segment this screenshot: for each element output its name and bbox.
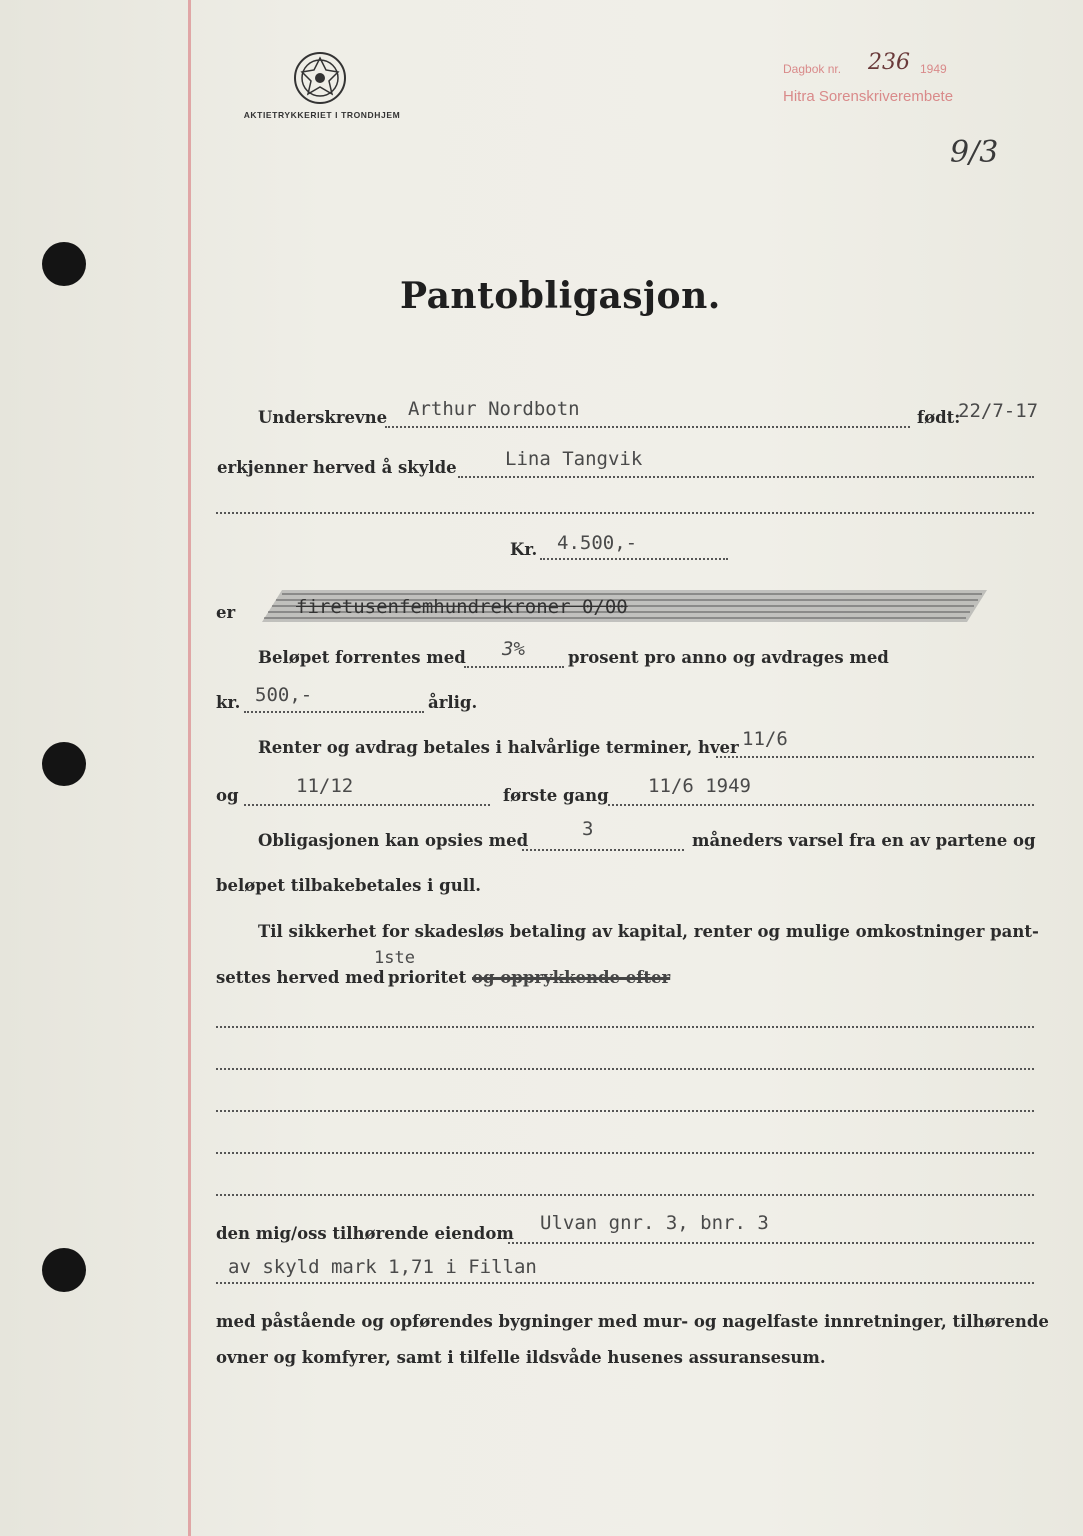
- blank-line-5: [216, 1152, 1034, 1154]
- struck-text: og opprykkende efter: [472, 968, 671, 987]
- installment-dots: [244, 711, 424, 713]
- amount-words: firetusenfemhundrekroner 0/00: [296, 596, 628, 618]
- punch-hole-middle: [42, 742, 86, 786]
- acknowledges-label: erkjenner herved å skylde: [217, 458, 457, 477]
- notice-label-2: måneders varsel fra en av partene og: [692, 831, 1036, 850]
- notice-dots: [522, 849, 684, 851]
- stamp-year: 1949: [920, 62, 947, 76]
- stamp-date: 9/3: [950, 135, 999, 170]
- stamp-label: Dagbok nr.: [783, 62, 842, 76]
- interest-rate: 3%: [502, 638, 525, 660]
- red-margin-line: [188, 0, 191, 1536]
- term1-dots: [716, 756, 1034, 758]
- priority-label: prioritet: [388, 968, 467, 987]
- property-line2-dots: [216, 1282, 1034, 1284]
- amount-value: 4.500,-: [557, 532, 638, 554]
- installment-value: 500,-: [255, 684, 313, 706]
- security-text: Til sikkerhet for skadesløs betaling av kapital, renter og mulige omkostninger pant-: [258, 922, 1039, 941]
- blank-line-3: [216, 1068, 1034, 1070]
- punch-hole-bottom: [42, 1248, 86, 1292]
- amount-dots: [540, 558, 728, 560]
- blank-line-2: [216, 1026, 1034, 1028]
- closing-text-1: med påstående og opførendes bygninger med mur- og nagelfaste innretninger, tilhørende: [216, 1312, 1049, 1331]
- notice-months: 3: [582, 818, 594, 840]
- amount-label: Kr.: [510, 540, 538, 559]
- closing-text-2: ovner og komfyrer, samt i tilfelle ildsvåde husenes assuransesum.: [216, 1348, 826, 1367]
- born-label: født:: [917, 408, 961, 427]
- first-date-dots: [608, 804, 1034, 806]
- terms-label: Renter og avdrag betales i halvårlige terminer, hver: [258, 738, 739, 757]
- term-2: 11/12: [296, 775, 354, 797]
- interest-label-1: Beløpet forrentes med: [258, 648, 466, 667]
- creditor-name: Lina Tangvik: [505, 448, 643, 470]
- first-time-label: første gang: [503, 786, 609, 805]
- punch-hole-top: [42, 242, 86, 286]
- born-date: 22/7-17: [958, 400, 1039, 422]
- og-label: og: [216, 786, 239, 805]
- priority-value: 1ste: [374, 948, 415, 968]
- er-label: er: [216, 603, 236, 622]
- printer-name: AKTIETRYKKERIET I TRONDHJEM: [243, 110, 401, 120]
- blank-line-4: [216, 1110, 1034, 1112]
- settes-label: settes herved med: [216, 968, 385, 987]
- term2-dots: [244, 804, 490, 806]
- blank-line-1: [216, 512, 1034, 514]
- kr-label: kr.: [216, 693, 241, 712]
- notice-label-1: Obligasjonen kan opsies med: [258, 831, 529, 850]
- blank-line-6: [216, 1194, 1034, 1196]
- stamp-number: 236: [868, 50, 910, 75]
- annual-label: årlig.: [428, 693, 478, 712]
- document-title: Pantobligasjon.: [400, 275, 721, 317]
- term-1: 11/6: [742, 728, 788, 750]
- interest-dots: [464, 666, 564, 668]
- property-value: Ulvan gnr. 3, bnr. 3: [540, 1212, 769, 1234]
- stamp-office: Hitra Sorenskriverembete: [783, 88, 954, 105]
- first-date: 11/6 1949: [648, 775, 751, 797]
- undersigned-name: Arthur Nordbotn: [408, 398, 580, 420]
- creditor-dots: [458, 476, 1034, 478]
- repay-text: beløpet tilbakebetales i gull.: [216, 876, 481, 895]
- interest-label-2: prosent pro anno og avdrages med: [568, 648, 889, 667]
- undersigned-label: Underskrevne: [258, 408, 388, 427]
- property-label: den mig/oss tilhørende eiendom: [216, 1224, 514, 1243]
- property-line-2: av skyld mark 1,71 i Fillan: [228, 1256, 537, 1278]
- undersigned-dots: [385, 426, 910, 428]
- printer-logo-icon: [292, 50, 348, 106]
- property-dots: [508, 1242, 1034, 1244]
